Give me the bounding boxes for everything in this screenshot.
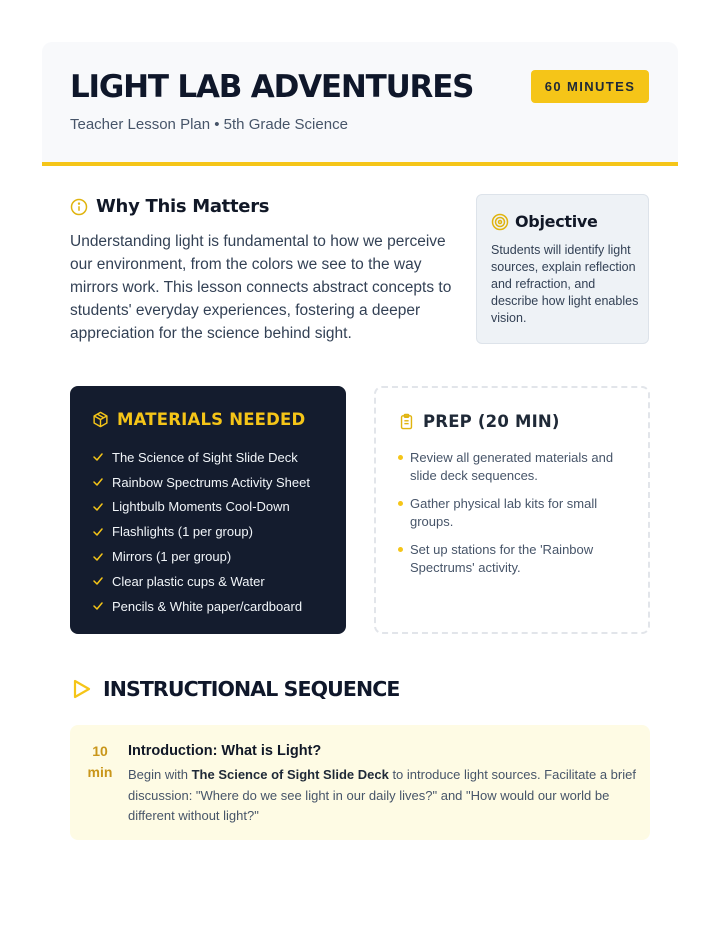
check-icon	[92, 575, 104, 587]
step-duration-value: 10	[92, 743, 108, 759]
box-icon	[92, 411, 109, 428]
clipboard-icon	[398, 413, 415, 430]
check-icon	[92, 451, 104, 463]
info-circle-icon	[70, 198, 88, 216]
objective-heading	[491, 212, 598, 231]
prep-card	[374, 386, 650, 634]
materials-card	[70, 386, 346, 634]
check-icon	[92, 526, 104, 538]
step-duration-unit: min	[87, 764, 113, 780]
bullet-icon	[398, 547, 403, 552]
why-body: Understanding light is fundamental to how we perceive our environment, from the colors we see to the way mirrors work. This lesson connects abstract concepts to students' everyday experiences, fostering a deeper appreciation for the science behind sight.	[70, 233, 452, 342]
list-item	[92, 445, 310, 470]
material-label: The Science of Sight Slide Deck	[112, 449, 298, 465]
duration-badge: 60 MINUTES	[531, 70, 649, 103]
lesson-header	[42, 42, 678, 166]
check-icon	[92, 501, 104, 513]
material-label: Clear plastic cups & Water	[112, 573, 265, 589]
materials-heading	[92, 410, 305, 429]
step-body-text: Begin with	[128, 767, 192, 782]
step-body	[128, 765, 640, 827]
step-body-text: to introduce light sources. Facilitate a brief discussion: "Where do we see light in our daily lives?" and "How would our world be different without light?"	[128, 767, 636, 823]
material-label: Flashlights (1 per group)	[112, 524, 253, 540]
play-icon	[72, 678, 92, 700]
sequence-heading	[72, 677, 400, 701]
prep-item-label: Review all generated materials and slide deck sequences.	[410, 450, 614, 483]
material-label: Mirrors (1 per group)	[112, 549, 232, 565]
prep-heading	[398, 412, 560, 431]
prep-item-label: Gather physical lab kits for small groups.	[410, 496, 598, 529]
list-item	[92, 495, 310, 520]
list-item	[92, 569, 310, 594]
step-body-resource: The Science of Sight Slide Deck	[191, 767, 389, 782]
why-title: Why This Matters	[96, 196, 270, 217]
prep-title: PREP (20 MIN)	[423, 412, 560, 431]
sequence-step	[70, 725, 650, 840]
check-icon	[92, 551, 104, 563]
page-subtitle: Teacher Lesson Plan • 5th Grade Science	[70, 116, 348, 133]
list-item	[398, 541, 630, 576]
target-icon	[491, 213, 509, 231]
bullet-icon	[398, 501, 403, 506]
check-icon	[92, 600, 104, 612]
objective-body: Students will identify light sources, explain reflection and refraction, and describe how light enables vision.	[491, 243, 639, 325]
list-item	[398, 449, 630, 484]
material-label: Lightbulb Moments Cool-Down	[112, 499, 290, 515]
objective-card	[476, 194, 649, 344]
why-section-heading	[70, 196, 269, 217]
step-title: Introduction: What is Light?	[128, 743, 322, 759]
materials-list	[92, 445, 310, 619]
prep-item-label: Set up stations for the 'Rainbow Spectrums' activity.	[410, 542, 594, 575]
list-item	[92, 470, 310, 495]
sequence-title: INSTRUCTIONAL SEQUENCE	[103, 677, 400, 701]
step-duration	[84, 741, 116, 783]
materials-title: MATERIALS NEEDED	[117, 410, 306, 429]
list-item	[92, 519, 310, 544]
prep-list	[398, 449, 630, 587]
material-label: Pencils & White paper/cardboard	[112, 598, 303, 614]
material-label: Rainbow Spectrums Activity Sheet	[112, 474, 310, 490]
check-icon	[92, 476, 104, 488]
bullet-icon	[398, 455, 403, 460]
objective-title: Objective	[515, 212, 598, 231]
list-item	[92, 594, 310, 619]
list-item	[398, 495, 630, 530]
list-item	[92, 544, 310, 569]
page-title: LIGHT LAB ADVENTURES	[70, 69, 474, 105]
